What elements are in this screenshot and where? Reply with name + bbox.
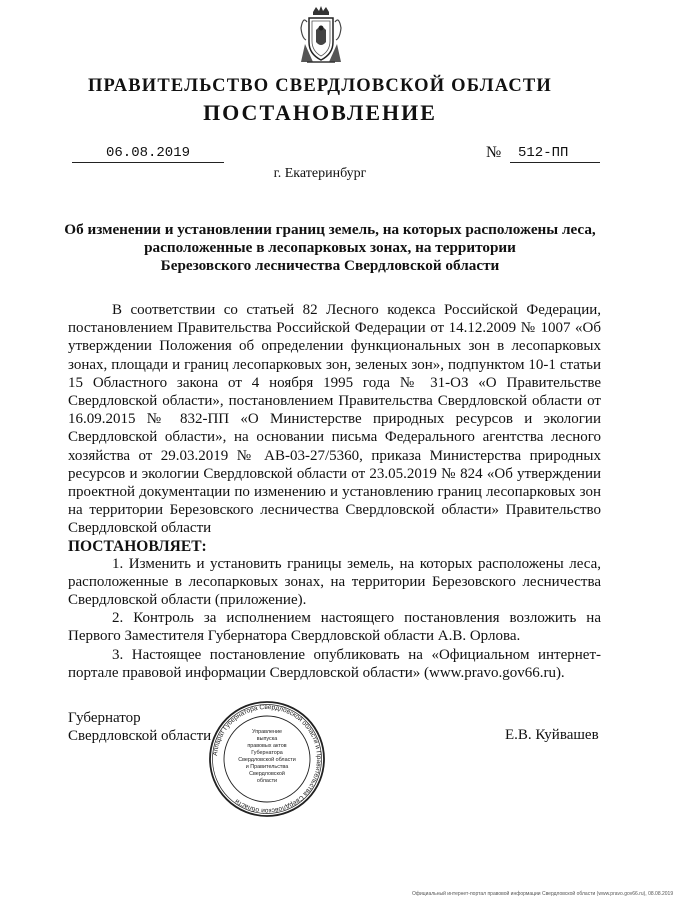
title-line: Березовского лесничества Свердловской области: [160, 257, 500, 274]
signatory-name: Е.В. Куйвашев: [505, 727, 599, 743]
seal-ring-text: Аппарат Губернатора Свердловской области и Правительства Свердловской области: [212, 703, 323, 815]
number-label: №: [486, 144, 502, 161]
seal-line: правовых актов: [247, 743, 287, 749]
item-paragraph: 2. Контроль за исполнением настоящего постановления возложить на Первого Заместителя Губернатора Свердловской области А.В. Орлова.: [68, 610, 601, 645]
position-line: Губернатор: [68, 710, 141, 726]
footer-note: Официальный интернет-портал правовой информации Свердловской области (www.pravo.gov66.ru), 08.08.2019: [412, 891, 673, 897]
resolve-heading: ПОСТАНОВЛЯЕТ:: [68, 537, 207, 555]
document-title: [60, 221, 600, 275]
seal-line: области: [256, 778, 278, 784]
seal-line: Управление: [252, 729, 282, 735]
title-line: Об изменении и установлении границ земель, на которых расположены леса,: [64, 221, 596, 238]
item-paragraph: 3. Настоящее постановление опубликовать на «Официальном интернет-портале правовой информации Свердловской области» (www.pravo.gov66.ru).: [68, 646, 601, 681]
title-line: расположенные в лесопарковых зонах, на территории: [144, 239, 516, 256]
document-date: 06.08.2019: [72, 145, 224, 163]
seal-line: выпуска: [256, 736, 278, 742]
government-name: ПРАВИТЕЛЬСТВО СВЕРДЛОВСКОЙ ОБЛАСТИ: [87, 76, 553, 96]
seal-line: и Правительства: [245, 764, 289, 770]
item-paragraph: 1. Изменить и установить границы земель, на которых расположены леса, расположенные в лесопарковых зонах, на территории Березовского лесничества Свердловской области (приложение).: [68, 555, 601, 609]
signatory-position: [68, 709, 211, 745]
seal-line: Губернатора: [251, 750, 283, 756]
coat-of-arms-emblem: [299, 6, 343, 66]
seal-line: Свердловской: [249, 771, 285, 777]
position-line: Свердловской области: [68, 728, 212, 744]
preamble-paragraph: В соответствии со статьей 82 Лесного кодекса Российской Федерации, постановлением Правительства Российской Федерации от 14.12.2009 № 1007 «Об утверждении Положения об определении функциональных зон в лесопарковых зонах, площади и границ лесопарковых зон, зеленых зон», подпунктом 10-1 статьи 15 Областного закона от 4 ноября 1995 года № 31-ОЗ «О Правительстве Свердловской области», постановлением Правительства Свердловской области от 16.09.2015 № 832-ПП «О Министерстве природных ресурсов и экологии Свердловской области», на основании письма Федерального агентства лесного хозяйства от 29.03.2019 № АВ-03-27/5360, приказа Министерства природных ресурсов и экологии Свердловской области от 23.05.2019 № 824 «Об утверждении проектной документации по изменению и установлению границ лесопарковых зон на территории Березовского лесничества Свердловской области» Правительство Свердловской области: [68, 302, 601, 537]
document-body: [68, 301, 601, 682]
document-type: ПОСТАНОВЛЕНИЕ: [203, 100, 437, 125]
document-number: 512-ПП: [510, 145, 600, 163]
seal-line: Свердловской области: [238, 757, 296, 763]
official-seal-stamp: [208, 700, 326, 818]
city: г. Екатеринбург: [273, 166, 367, 181]
